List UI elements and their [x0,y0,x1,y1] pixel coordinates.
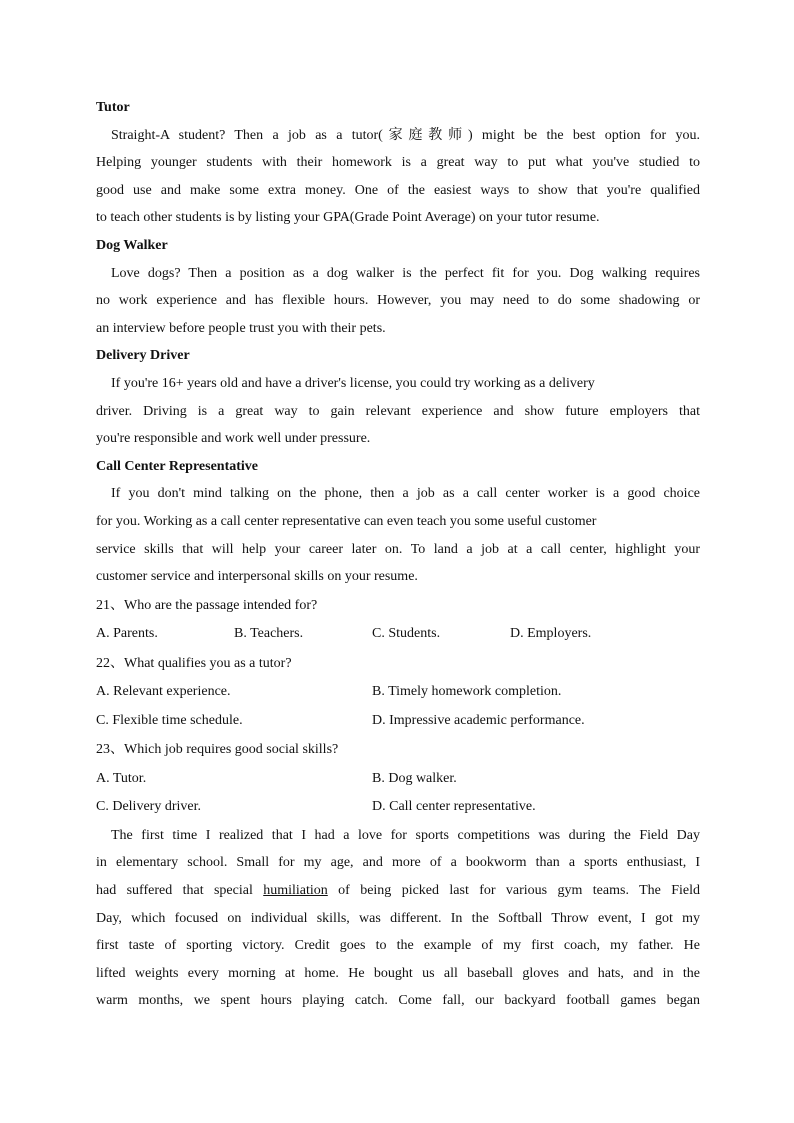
paragraph-line: no work experience and has flexible hours. However, you may need to do some shadowing or [96,293,700,309]
option-a: A. Tutor. [96,770,147,786]
section-heading-dog-walker: Dog Walker [96,237,168,253]
passage2-line: Day, which focused on individual skills, was different. In the Softball Throw event, I got my [96,910,700,926]
paragraph-line: driver. Driving is a great way to gain relevant experience and show future employers that [96,403,700,419]
passage2-text: had suffered that special [96,883,264,899]
paragraph-line: If you don't mind talking on the phone, then a job as a call center worker is a good choice [111,486,700,502]
question-21-options [96,620,700,649]
paragraph-line: If you're 16+ years old and have a driver's license, you could try working as a delivery [111,375,595,391]
passage2-text: of being picked last for various gym teams. The Field [327,883,700,899]
option-d: D. Employers. [510,626,592,642]
option-d: D. Impressive academic performance. [372,712,585,728]
question-23-stem: 23、Which job requires good social skills? [96,742,339,758]
option-d: D. Call center representative. [372,799,536,815]
passage2-line: lifted weights every morning at home. He bought us all baseball gloves and hats, and in the [96,965,700,981]
section-heading-call-center: Call Center Representative [96,458,258,474]
question-22-options-row1 [96,678,700,707]
option-b: B. Teachers. [234,626,304,642]
option-c: C. Students. [372,626,441,642]
passage2-line: The first time I realized that I had a love for sports competitions was during the Field Day [111,827,700,843]
paragraph-line: an interview before people trust you with their pets. [96,320,386,336]
option-b: B. Timely homework completion. [372,684,562,700]
question-22-options-row2 [96,707,700,736]
paragraph-line: Love dogs? Then a position as a dog walker is the perfect fit for you. Dog walking requires [111,265,700,281]
option-a: A. Parents. [96,626,158,642]
option-b: B. Dog walker. [372,770,457,786]
section-heading-delivery-driver: Delivery Driver [96,348,190,364]
passage2-line: warm months, we spent hours playing catch. Come fall, our backyard football games began [96,993,700,1009]
option-c: C. Flexible time schedule. [96,712,243,728]
paragraph-line: you're responsible and work well under pressure. [96,431,371,447]
option-c: C. Delivery driver. [96,799,201,815]
paragraph-line: service skills that will help your career later on. To land a job at a call center, highlight your [96,541,700,557]
paragraph-line: Straight-A student? Then a job as a tutor(家庭教师) might be the best option for you. [111,127,700,143]
section-heading-tutor: Tutor [96,100,130,115]
question-23-options-row1 [96,765,700,794]
passage2-line: in elementary school. Small for my age, and more of a bookworm than a sports enthusiast, I [96,855,700,871]
paragraph-line: to teach other students is by listing your GPA(Grade Point Average) on your tutor resume. [96,210,600,226]
passage2-line: first taste of sporting victory. Credit goes to the example of my first coach, my father. He [96,938,700,954]
option-a: A. Relevant experience. [96,684,231,700]
paragraph-line: good use and make some extra money. One of the easiest ways to show that you're qualified [96,182,700,198]
question-22-stem: 22、What qualifies you as a tutor? [96,655,292,671]
question-21-stem: 21、Who are the passage intended for? [96,597,318,613]
paragraph-line: customer service and interpersonal skills on your resume. [96,569,418,585]
paragraph-line: for you. Working as a call center representative can even teach you some useful customer [96,513,597,529]
paragraph-line: Helping younger students with their homework is a great way to put what you've studied to [96,155,700,171]
question-23-options-row2 [96,793,700,822]
passage2-line [96,877,700,905]
document-page [96,94,700,1015]
underlined-word: humiliation [263,883,328,899]
